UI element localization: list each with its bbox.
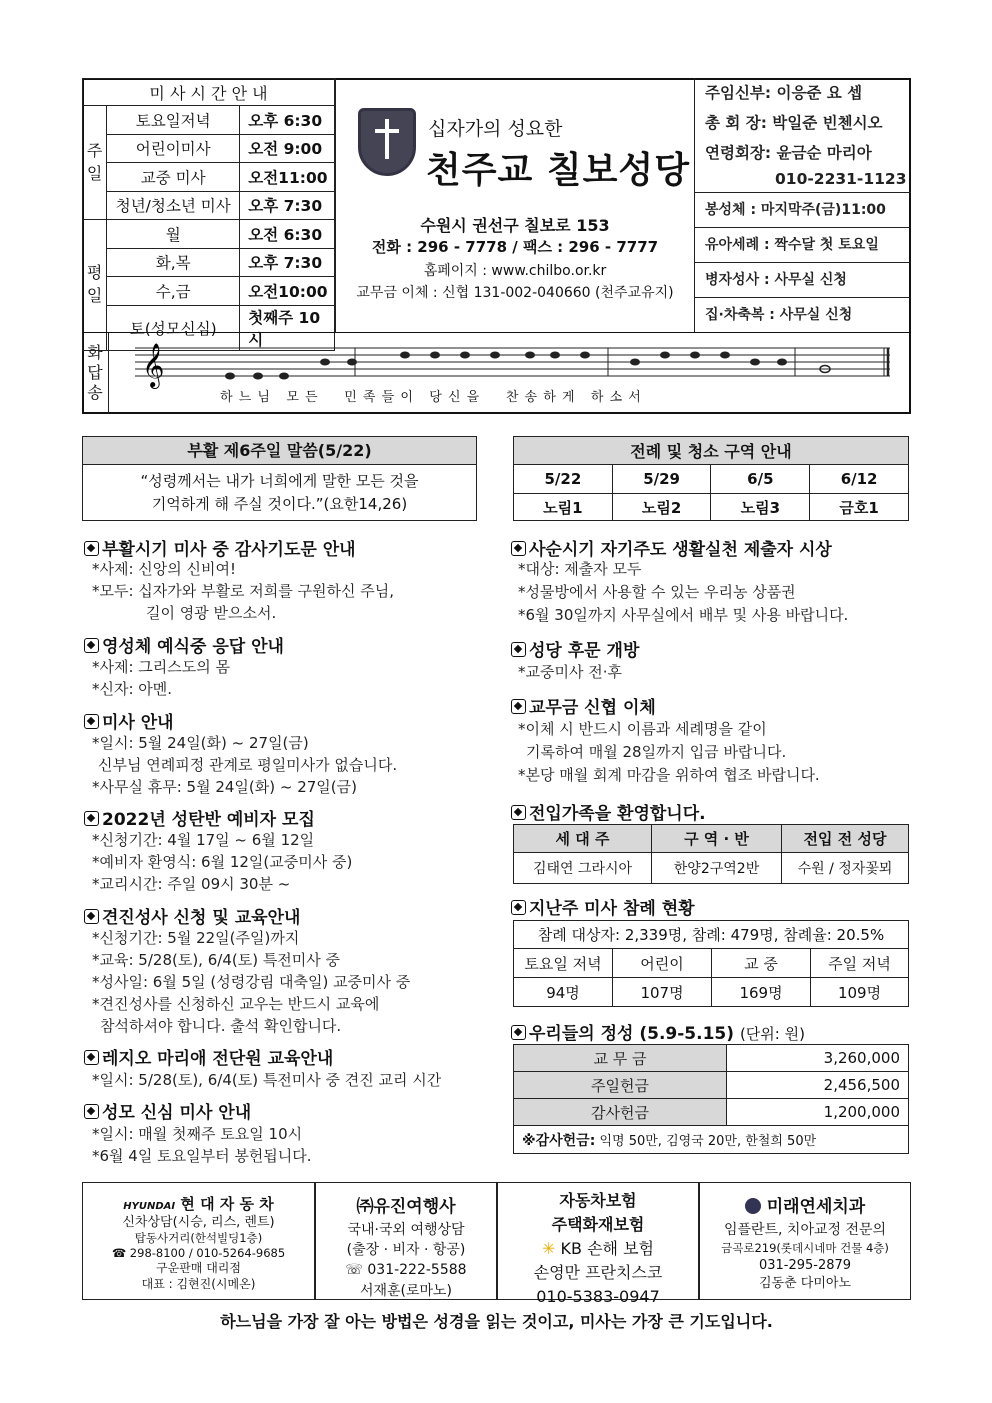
attendance-value: 109명 xyxy=(811,978,909,1007)
section-line: *일시: 5/28(토), 6/4(토) 특전미사 중 견진 교리 시간 xyxy=(92,1071,442,1089)
diamond-icon xyxy=(84,909,99,924)
church-account: 교무금 이체 : 신협 131-002-040660 (천주교유지) xyxy=(356,285,674,301)
mass-label: 청년/청소년 미사 xyxy=(107,191,240,220)
federation-phone: 010-2231-1123 xyxy=(695,168,911,193)
cleaning-date: 6/5 xyxy=(711,465,810,494)
section-line: *교리시간: 주일 09시 30분 ~ xyxy=(92,875,291,893)
section-line: *일시: 매월 첫째주 토요일 10시 xyxy=(92,1125,303,1143)
ad-dental: 미래연세치과 임플란트, 치아교정 전문의 금곡로219(롯데시네마 건물 4층) 031-295-2879 김동춘 다미아노 xyxy=(699,1182,911,1300)
newcomer-cell: 김태연 그라시아 xyxy=(514,853,652,884)
mass-time: 오후 6:30 xyxy=(240,106,335,135)
attendance-value: 94명 xyxy=(514,978,613,1007)
offering-value: 2,456,500 xyxy=(727,1072,909,1099)
section-title: 견진성사 신청 및 교육안내 xyxy=(84,903,300,928)
mass-label: 화,목 xyxy=(107,248,240,277)
section-title: 사순시기 자기주도 생활실천 제출자 시상 xyxy=(511,535,832,560)
section-line: *견진성사를 신청하신 교우는 반드시 교육에 xyxy=(92,995,380,1013)
ad-travel xyxy=(315,1182,497,1300)
ad-line: 탑동사거리(한석빌딩1층) xyxy=(134,1231,263,1246)
weekday-label: 평일 xyxy=(83,220,107,351)
psalm-music-staff xyxy=(130,340,900,390)
ad-line: 임플란트, 치아교정 전문의 xyxy=(723,1221,887,1238)
newcomers-table xyxy=(513,824,909,884)
ad-line: ☏ 031-222-5588 xyxy=(345,1262,467,1279)
mass-label: 토(성모신심) xyxy=(107,305,240,350)
staff-info xyxy=(695,78,911,333)
ad-line: 주택화재보험 xyxy=(551,1215,645,1234)
ad-line: 국내·국외 여행상담 xyxy=(347,1221,465,1238)
ad-insurance xyxy=(497,1182,699,1306)
baptism-info: 유아세례 : 짝수달 첫 토요일 xyxy=(695,228,911,263)
mass-title: 미 사 시 간 안 내 xyxy=(83,79,335,106)
diamond-icon xyxy=(511,1025,526,1040)
cleaning-title: 전례 및 청소 구역 안내 xyxy=(514,437,909,465)
ad-line: 신차상담(시승, 리스, 렌트) xyxy=(122,1214,275,1230)
section-line: *사무실 휴무: 5월 24일(화) ~ 27일(금) xyxy=(92,778,357,796)
newcomer-header: 세 대 주 xyxy=(514,825,652,853)
section-line: 신부님 연례피정 관계로 평일미사가 없습니다. xyxy=(98,756,398,774)
section-line: *교중미사 전·후 xyxy=(518,663,622,681)
section-title: 성당 후문 개방 xyxy=(511,636,639,661)
mass-label: 교중 미사 xyxy=(107,163,240,192)
attendance-value: 107명 xyxy=(613,978,712,1007)
diamond-icon xyxy=(511,541,526,556)
pastor: 주임신부: 이응준 요 셉 xyxy=(705,84,863,102)
attendance-header: 어린이 xyxy=(613,949,712,978)
mass-time: 오후 7:30 xyxy=(240,191,335,220)
church-info xyxy=(335,78,695,333)
section-title: 전입가족을 환영합니다. xyxy=(511,799,706,824)
diamond-icon xyxy=(511,805,526,820)
church-phone: 전화 : 296 - 7778 / 팩스 : 296 - 7777 xyxy=(371,238,659,256)
diamond-icon xyxy=(511,642,526,657)
word-box xyxy=(82,436,477,521)
attendance-value: 169명 xyxy=(712,978,811,1007)
section-title: 교무금 신협 이체 xyxy=(511,693,656,718)
offering-unit: (단위: 원) xyxy=(739,1025,805,1043)
federation-president: 연령회장: 윤금순 마리아 xyxy=(705,144,872,162)
mass-time: 오후 7:30 xyxy=(240,248,335,277)
section-line: 길이 영광 받으소서. xyxy=(146,604,277,622)
attendance-summary: 참례 대상자: 2,339명, 참례: 479명, 참례율: 20.5% xyxy=(514,921,909,949)
cleaning-date: 5/22 xyxy=(514,465,613,494)
section-line: 참석하셔야 합니다. 출석 확인합니다. xyxy=(100,1017,342,1035)
mass-schedule-table xyxy=(82,78,335,351)
offering-label: 감사헌금 xyxy=(514,1099,727,1126)
section-title: 성모 신심 미사 안내 xyxy=(84,1098,251,1123)
ad-line: 031-295-2879 xyxy=(758,1257,852,1273)
section-title: 부활시기 미사 중 감사기도문 안내 xyxy=(84,535,356,560)
section-line: *성물방에서 사용할 수 있는 우리농 상품권 xyxy=(518,583,796,601)
star-icon: ✳ xyxy=(542,1239,556,1258)
psalm-label: 화답송 xyxy=(82,333,109,414)
word-title: 부활 제6주일 말씀(5/22) xyxy=(83,437,476,465)
ad-line: 김동춘 다미아노 xyxy=(758,1276,852,1292)
newcomer-cell: 한양2구역2반 xyxy=(652,853,782,884)
footer-message: 하느님을 가장 잘 아는 방법은 성경을 읽는 것이고, 미사는 가장 큰 기도입니다. xyxy=(220,1312,773,1331)
section-line: *신자: 아멘. xyxy=(92,680,173,698)
kb-logo: ✳ KB 손해 보험 xyxy=(542,1239,654,1258)
diamond-icon xyxy=(84,1050,99,1065)
word-line: “성령께서는 내가 너희에게 말한 모든 것을 xyxy=(140,472,419,490)
section-line: *대상: 제출자 모두 xyxy=(518,560,642,578)
anointing-info: 병자성사 : 사무실 신청 xyxy=(695,263,911,298)
ad-line: ☎ 298-8100 / 010-5264-9685 xyxy=(111,1246,286,1261)
newcomer-cell: 수원 / 정자꽃뫼 xyxy=(782,853,909,884)
diamond-icon xyxy=(84,541,99,556)
cleaning-table xyxy=(513,436,909,521)
diamond-icon xyxy=(511,900,526,915)
tooth-logo-icon xyxy=(745,1198,761,1214)
church-address: 수원시 권선구 칠보로 153 xyxy=(420,216,610,235)
psalm-lyrics: 하 느 님 모 든 민 족 들 이 당 신 을 찬 송 하 게 하 소 서 xyxy=(220,390,642,405)
mass-label: 토요일저녁 xyxy=(107,106,240,135)
offering-value: 1,200,000 xyxy=(727,1099,909,1126)
cleaning-group: 노림2 xyxy=(612,494,711,521)
mass-time: 오전11:00 xyxy=(240,163,335,192)
church-subtitle: 십자가의 성요한 xyxy=(428,118,563,140)
offering-table xyxy=(513,1044,909,1154)
diamond-icon xyxy=(84,638,99,653)
ad-line: 010-5383-0947 xyxy=(536,1287,660,1306)
sacrament-info: 봉성체 : 마지막주(금)11:00 xyxy=(695,193,911,228)
diamond-icon xyxy=(84,811,99,826)
cleaning-group: 노림3 xyxy=(711,494,810,521)
offering-note: ※감사헌금: 익명 50만, 김영국 20만, 한철희 50만 xyxy=(514,1126,909,1154)
church-logo-icon xyxy=(358,108,416,176)
blessing-info: 집·차축복 : 사무실 신청 xyxy=(705,307,853,323)
newcomer-header: 전입 전 성당 xyxy=(782,825,909,853)
ad-line: 서재훈(로마노) xyxy=(359,1282,453,1299)
diamond-icon xyxy=(84,714,99,729)
ad-line: 구운판매 대리점 xyxy=(156,1261,241,1276)
section-title: 2022년 성탄반 예비자 모집 xyxy=(84,805,315,830)
diamond-icon xyxy=(84,1104,99,1119)
section-line: *신청기간: 5월 22일(주일)까지 xyxy=(92,929,300,947)
attendance-header: 토요일 저녁 xyxy=(514,949,613,978)
cleaning-date: 6/12 xyxy=(810,465,909,494)
section-title: 레지오 마리애 전단원 교육안내 xyxy=(84,1044,333,1069)
ad-line: 대표 : 김현진(시메온) xyxy=(141,1276,256,1291)
mass-label: 수,금 xyxy=(107,277,240,306)
attendance-header: 주일 저녁 xyxy=(811,949,909,978)
offering-value: 3,260,000 xyxy=(727,1045,909,1072)
sunday-label: 주일 xyxy=(83,106,107,220)
church-homepage[interactable]: 홈페이지 : www.chilbo.or.kr xyxy=(423,263,607,279)
mass-time: 오전10:00 xyxy=(240,277,335,306)
mass-time: 오전 9:00 xyxy=(240,134,335,163)
section-line: *6월 4일 토요일부터 봉헌됩니다. xyxy=(92,1147,312,1165)
mass-label: 어린이미사 xyxy=(107,134,240,163)
section-title: 미사 안내 xyxy=(84,708,174,733)
ad-line: (출장 · 비자 · 항공) xyxy=(346,1241,466,1258)
diamond-icon xyxy=(511,699,526,714)
section-line: *성사일: 6월 5일 (성령강림 대축일) 교중미사 중 xyxy=(92,973,411,991)
mass-time: 첫째주 10시 xyxy=(240,305,335,350)
ad-name: 자동차보험 xyxy=(559,1191,637,1210)
ad-line: 손영만 프란치스코 xyxy=(533,1263,663,1282)
council-president: 총 회 장: 박일준 빈첸시오 xyxy=(705,114,883,132)
ad-hyundai: HYUNDAI 현 대 자 동 차 신차상담(시승, 리스, 렌트) 탑동사거리(한석빌딩1층) ☎ 298-8100 / 010-5264-9685 구운판매 대리점 대표 : 김현진(시메온) xyxy=(82,1182,315,1300)
offering-label: 교 무 금 xyxy=(514,1045,727,1072)
section-line: *일시: 5월 24일(화) ~ 27일(금) xyxy=(92,734,309,752)
section-line: 기록하여 매월 28일까지 입금 바랍니다. xyxy=(526,743,787,761)
ad-line: 금곡로219(롯데시네마 건물 4층) xyxy=(721,1240,889,1255)
section-line: *사제: 신앙의 신비여! xyxy=(92,560,237,578)
mass-time: 오전 6:30 xyxy=(240,220,335,249)
mass-label: 월 xyxy=(107,220,240,249)
section-title: 우리들의 정성 (5.9-5.15) (단위: 원) xyxy=(511,1019,805,1044)
section-line: *본당 매월 회계 마감을 위하여 협조 바랍니다. xyxy=(518,766,820,784)
section-line: *6월 30일까지 사무실에서 배부 및 사용 바랍니다. xyxy=(518,606,849,624)
word-line: 기억하게 해 주실 것이다.”(요한14,26) xyxy=(151,495,408,513)
section-title: 지난주 미사 참례 현황 xyxy=(511,894,695,919)
section-line: *이체 시 반드시 이름과 세례명을 같이 xyxy=(518,720,767,738)
ad-name: ㈜유진여행사 xyxy=(356,1197,456,1217)
svg-text:𝄞: 𝄞 xyxy=(142,343,165,387)
hyundai-logo-icon: HYUNDAI xyxy=(123,1201,176,1212)
section-title: 영성체 예식중 응답 안내 xyxy=(84,632,284,657)
cleaning-group: 노림1 xyxy=(514,494,613,521)
divider xyxy=(82,332,911,333)
section-line: *교육: 5/28(토), 6/4(토) 특전미사 중 xyxy=(92,951,341,969)
attendance-table xyxy=(513,920,909,1007)
section-line: *예비자 환영식: 6월 12일(교중미사 중) xyxy=(92,853,353,871)
church-name: 천주교 칠보성당 xyxy=(426,150,690,191)
cleaning-date: 5/29 xyxy=(612,465,711,494)
offering-label: 주일헌금 xyxy=(514,1072,727,1099)
cleaning-group: 금호1 xyxy=(810,494,909,521)
section-line: *모두: 십자가와 부활로 저희를 구원하신 주님, xyxy=(92,582,394,600)
section-line: *사제: 그리스도의 몸 xyxy=(92,658,231,676)
attendance-header: 교 중 xyxy=(712,949,811,978)
newcomer-header: 구 역 · 반 xyxy=(652,825,782,853)
section-line: *신청기간: 4월 17일 ~ 6월 12일 xyxy=(92,831,315,849)
